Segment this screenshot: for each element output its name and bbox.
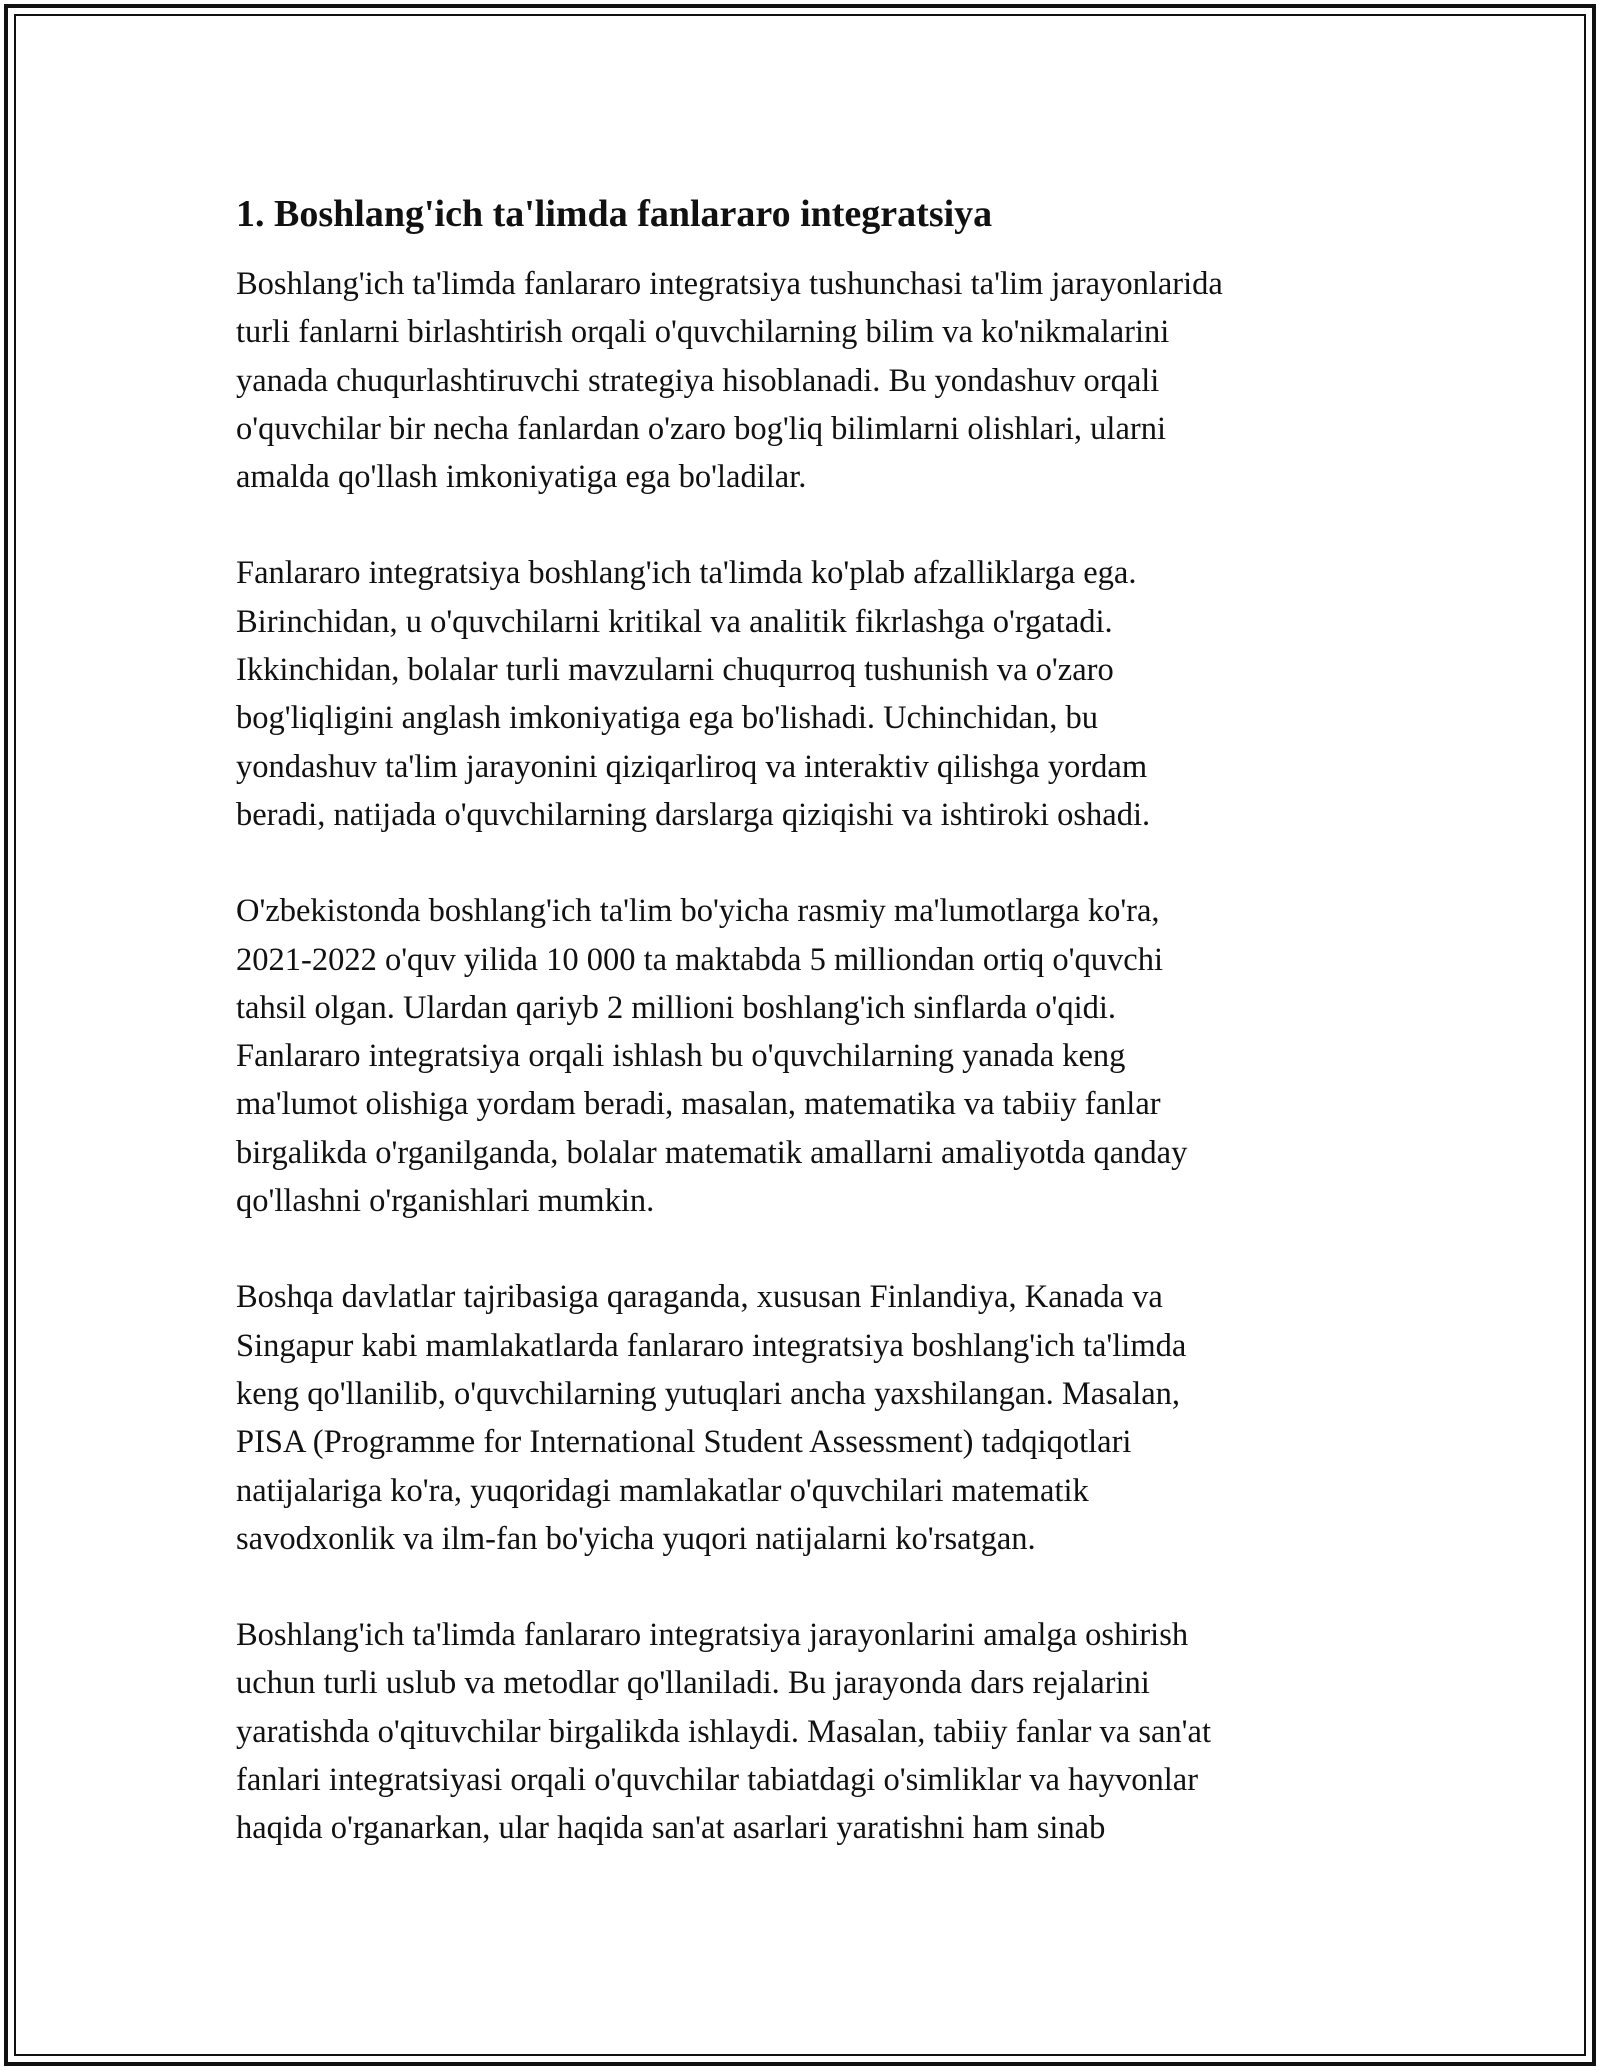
paragraph-methods: Boshlang'ich ta'limda fanlararo integratsiya jarayonlarini amalga oshirish uchun turli uslub va metodlar qo'llaniladi. Bu jarayonda dars rejalarini yaratishda o'qituvchilar birgalikda ishlaydi. Masalan, tabiiy fanlar va san'at fanlari integratsiyasi orqali o'quvchilar tabiatdagi o'simliklar va hayvonlar haqida o'rganarkan, ular haqida san'at asarlari yaratishni ham sinab xyxy=(236,1617,1211,1847)
section-heading: 1. Boshlang'ich ta'limda fanlararo integratsiya xyxy=(236,193,993,235)
paragraph-international-experience: Boshqa davlatlar tajribasiga qaraganda, xususan Finlandiya, Kanada va Singapur kabi mamlakatlarda fanlararo integratsiya boshlang'ich ta'limda keng qo'llanilib, o'quvchilarning yutuqlari ancha yaxshilangan. Masalan, PISA (Programme for International Student Assessment) tadqiqotlari natijalariga ko'ra, yuqoridagi mamlakatlar o'quvchilari matematik savodxonlik va ilm-fan bo'yicha yuqori natijalarni ko'rsatgan. xyxy=(236,1279,1187,1557)
document-page xyxy=(236,188,1376,1901)
paragraph-uzbekistan-statistics: O'zbekistonda boshlang'ich ta'lim bo'yicha rasmiy ma'lumotlarga ko'ra, 2021-2022 o'quv yilida 10 000 ta maktabda 5 milliondan ortiq o'quvchi tahsil olgan. Ulardan qariyb 2 millioni boshlang'ich sinflarda o'qidi. Fanlararo integratsiya orqali ishlash bu o'quvchilarning yanada keng ma'lumot olishiga yordam beradi, masalan, matematika va tabiiy fanlar birgalikda o'rganilganda, bolalar matematik amallarni amaliyotda qanday qo'llashni o'rganishlari mumkin. xyxy=(236,893,1188,1220)
paragraph-advantages: Fanlararo integratsiya boshlang'ich ta'limda ko'plab afzalliklarga ega. Birinchidan, u o'quvchilarni kritikal va analitik fikrlashga o'rgatadi. Ikkinchidan, bolalar turli mavzularni chuqurroq tushunish va o'zaro bog'liqligini anglash imkoniyatiga ega bo'lishadi. Uchinchidan, bu yondashuv ta'lim jarayonini qiziqarliroq va interaktiv qilishga yordam beradi, natijada o'quvchilarning darslarga qiziqishi va ishtiroki oshadi. xyxy=(236,555,1151,833)
paragraph-definition: Boshlang'ich ta'limda fanlararo integratsiya tushunchasi ta'lim jarayonlarida turli fanlarni birlashtirish orqali o'quvchilarning bilim va ko'nikmalarini yanada chuqurlashtiruvchi strategiya hisoblanadi. Bu yondashuv orqali o'quvchilar bir necha fanlardan o'zaro bog'liq bilimlarni olishlari, ularni amalda qo'llash imkoniyatiga ega bo'ladilar. xyxy=(236,266,1223,496)
